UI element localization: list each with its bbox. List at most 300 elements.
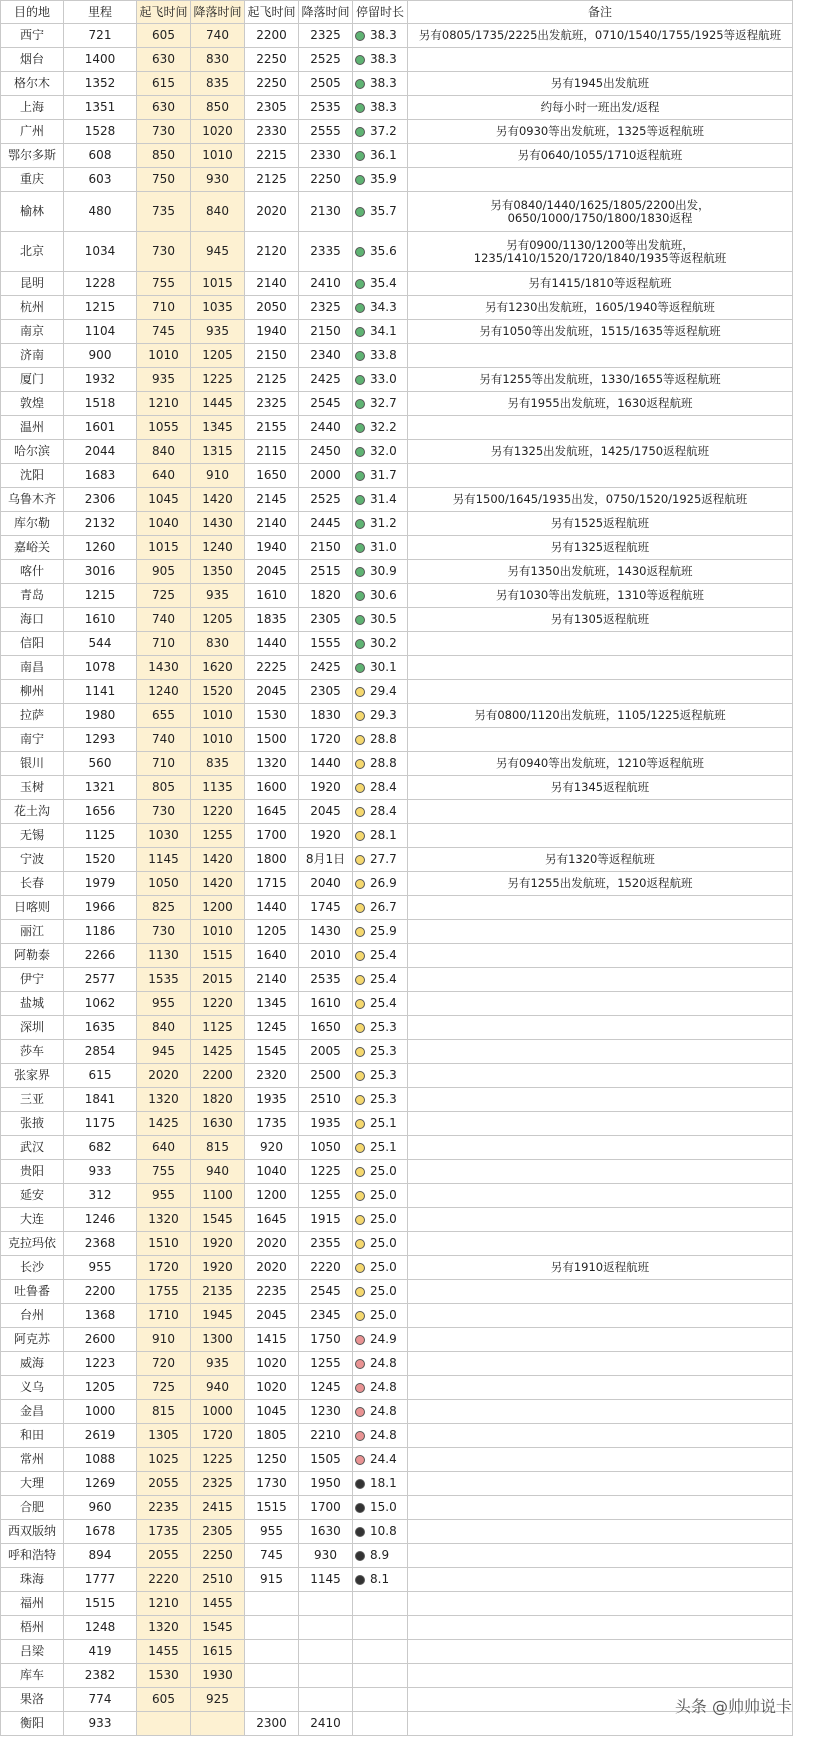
notes-cell: [408, 1184, 793, 1208]
stay-duration-value: 33.0: [370, 372, 397, 386]
outbound-departure-cell: 2055: [137, 1472, 191, 1496]
stay-duration-cell: [353, 368, 408, 392]
outbound-departure-cell: [137, 1712, 191, 1736]
stay-duration-cell: [353, 1208, 408, 1232]
return-arrival-cell: 2535: [299, 968, 353, 992]
destination-cell: 银川: [1, 752, 64, 776]
notes-cell: [408, 944, 793, 968]
destination-cell: 拉萨: [1, 704, 64, 728]
destination-cell: 常州: [1, 1448, 64, 1472]
outbound-departure-cell: 945: [137, 1040, 191, 1064]
status-dot-icon: [355, 1215, 365, 1225]
outbound-arrival-cell: 1620: [191, 656, 245, 680]
table-row: [1, 488, 793, 512]
distance-cell: 1215: [64, 296, 137, 320]
stay-duration-cell: [353, 656, 408, 680]
return-arrival-cell: 1920: [299, 824, 353, 848]
distance-cell: 960: [64, 1496, 137, 1520]
status-dot-icon: [355, 807, 365, 817]
return-departure-cell: 1700: [245, 824, 299, 848]
status-dot-icon: [355, 375, 365, 385]
distance-cell: 1248: [64, 1616, 137, 1640]
return-arrival-cell: 2450: [299, 440, 353, 464]
distance-cell: 2132: [64, 512, 137, 536]
table-row: [1, 632, 793, 656]
distance-cell: 1777: [64, 1568, 137, 1592]
outbound-arrival-cell: 940: [191, 1376, 245, 1400]
status-dot-icon: [355, 711, 365, 721]
outbound-departure-cell: 640: [137, 464, 191, 488]
outbound-departure-cell: 850: [137, 144, 191, 168]
stay-duration-cell: [353, 488, 408, 512]
status-dot-icon: [355, 1239, 365, 1249]
status-dot-icon: [355, 615, 365, 625]
stay-duration-value: 25.1: [370, 1116, 397, 1130]
stay-duration-cell: [353, 800, 408, 824]
outbound-departure-cell: 730: [137, 920, 191, 944]
notes-cell: [408, 1064, 793, 1088]
stay-duration-value: 25.1: [370, 1140, 397, 1154]
outbound-departure-cell: 755: [137, 272, 191, 296]
stay-duration-cell: [353, 416, 408, 440]
return-departure-cell: 1440: [245, 632, 299, 656]
return-departure-cell: 1730: [245, 1472, 299, 1496]
distance-cell: 1141: [64, 680, 137, 704]
distance-cell: 1368: [64, 1304, 137, 1328]
return-departure-cell: 1650: [245, 464, 299, 488]
return-departure-cell: 2050: [245, 296, 299, 320]
return-departure-cell: 1415: [245, 1328, 299, 1352]
distance-cell: 1515: [64, 1592, 137, 1616]
return-arrival-cell: 2325: [299, 296, 353, 320]
table-row: [1, 1160, 793, 1184]
distance-cell: 2854: [64, 1040, 137, 1064]
destination-cell: 鄂尔多斯: [1, 144, 64, 168]
outbound-departure-cell: 1050: [137, 872, 191, 896]
destination-cell: 重庆: [1, 168, 64, 192]
status-dot-icon: [355, 31, 365, 41]
notes-cell: 另有0640/1055/1710返程航班: [408, 144, 793, 168]
return-arrival-cell: 1630: [299, 1520, 353, 1544]
notes-cell: 另有1345返程航班: [408, 776, 793, 800]
table-row: [1, 1016, 793, 1040]
table-row: [1, 1304, 793, 1328]
destination-cell: 福州: [1, 1592, 64, 1616]
return-arrival-cell: 1505: [299, 1448, 353, 1472]
return-arrival-cell: [299, 1688, 353, 1712]
outbound-departure-cell: 1055: [137, 416, 191, 440]
stay-duration-value: 10.8: [370, 1524, 397, 1538]
destination-cell: 库车: [1, 1664, 64, 1688]
return-arrival-cell: 2005: [299, 1040, 353, 1064]
notes-cell: 另有1305返程航班: [408, 608, 793, 632]
table-row: [1, 1424, 793, 1448]
notes-cell: [408, 1208, 793, 1232]
status-dot-icon: [355, 1023, 365, 1033]
stay-duration-value: 33.8: [370, 348, 397, 362]
stay-duration-value: 30.1: [370, 660, 397, 674]
outbound-arrival-cell: 1345: [191, 416, 245, 440]
outbound-arrival-cell: 1020: [191, 120, 245, 144]
stay-duration-cell: [353, 512, 408, 536]
status-dot-icon: [355, 855, 365, 865]
table-row: [1, 680, 793, 704]
return-arrival-cell: 2525: [299, 48, 353, 72]
return-departure-cell: 2020: [245, 1256, 299, 1280]
notes-cell: 另有1350出发航班，1430返程航班: [408, 560, 793, 584]
table-row: [1, 1184, 793, 1208]
distance-cell: 955: [64, 1256, 137, 1280]
status-dot-icon: [355, 1455, 365, 1465]
stay-duration-value: 24.8: [370, 1428, 397, 1442]
stay-duration-cell: [353, 896, 408, 920]
table-row: [1, 800, 793, 824]
outbound-departure-cell: 1240: [137, 680, 191, 704]
notes-cell: [408, 1496, 793, 1520]
outbound-departure-cell: 735: [137, 192, 191, 232]
destination-cell: 南昌: [1, 656, 64, 680]
status-dot-icon: [355, 1047, 365, 1057]
table-row: [1, 1352, 793, 1376]
distance-cell: 480: [64, 192, 137, 232]
status-dot-icon: [355, 1071, 365, 1081]
table-body: [1, 24, 793, 1736]
stay-duration-cell: [353, 1568, 408, 1592]
notes-cell: [408, 1376, 793, 1400]
status-dot-icon: [355, 639, 365, 649]
notes-cell: [408, 968, 793, 992]
outbound-arrival-cell: 1420: [191, 872, 245, 896]
distance-cell: 1966: [64, 896, 137, 920]
stay-duration-value: 25.9: [370, 924, 397, 938]
return-arrival-cell: 2345: [299, 1304, 353, 1328]
status-dot-icon: [355, 1095, 365, 1105]
outbound-departure-cell: 640: [137, 1136, 191, 1160]
status-dot-icon: [355, 207, 365, 217]
return-arrival-cell: 2515: [299, 560, 353, 584]
stay-duration-value: 24.4: [370, 1452, 397, 1466]
status-dot-icon: [355, 1383, 365, 1393]
notes-cell: 另有1230出发航班，1605/1940等返程航班: [408, 296, 793, 320]
stay-duration-value: 35.9: [370, 172, 397, 186]
outbound-arrival-cell: 930: [191, 168, 245, 192]
return-arrival-cell: 2500: [299, 1064, 353, 1088]
destination-cell: 玉树: [1, 776, 64, 800]
stay-duration-cell: [353, 48, 408, 72]
outbound-arrival-cell: 1100: [191, 1184, 245, 1208]
table-row: [1, 848, 793, 872]
distance-cell: 1034: [64, 232, 137, 272]
stay-duration-value: 29.3: [370, 708, 397, 722]
status-dot-icon: [355, 879, 365, 889]
outbound-departure-cell: 825: [137, 896, 191, 920]
status-dot-icon: [355, 303, 365, 313]
header-outbound-departure: 起飞时间: [137, 1, 191, 24]
notes-cell: [408, 1544, 793, 1568]
stay-duration-value: 15.0: [370, 1500, 397, 1514]
stay-duration-cell: [353, 1304, 408, 1328]
destination-cell: 金昌: [1, 1400, 64, 1424]
notes-cell: [408, 168, 793, 192]
stay-duration-value: 24.8: [370, 1380, 397, 1394]
outbound-arrival-cell: 1420: [191, 488, 245, 512]
outbound-arrival-cell: 835: [191, 752, 245, 776]
return-arrival-cell: 1230: [299, 1400, 353, 1424]
return-departure-cell: 1515: [245, 1496, 299, 1520]
table-row: [1, 272, 793, 296]
notes-cell: 另有0840/1440/1625/1805/2200出发，0650/1000/1750/1800/1830返程: [408, 192, 793, 232]
stay-duration-cell: [353, 1400, 408, 1424]
table-row: [1, 344, 793, 368]
stay-duration-value: 24.8: [370, 1404, 397, 1418]
notes-cell: [408, 1664, 793, 1688]
stay-duration-cell: [353, 992, 408, 1016]
return-arrival-cell: 1950: [299, 1472, 353, 1496]
outbound-arrival-cell: 1010: [191, 144, 245, 168]
notes-cell: [408, 1328, 793, 1352]
outbound-arrival-cell: 2135: [191, 1280, 245, 1304]
table-row: [1, 752, 793, 776]
distance-cell: 1635: [64, 1016, 137, 1040]
distance-cell: 419: [64, 1640, 137, 1664]
distance-cell: 1228: [64, 272, 137, 296]
status-dot-icon: [355, 1527, 365, 1537]
outbound-departure-cell: 2055: [137, 1544, 191, 1568]
notes-cell: 另有1955出发航班，1630返程航班: [408, 392, 793, 416]
destination-cell: 贵阳: [1, 1160, 64, 1184]
outbound-arrival-cell: 1445: [191, 392, 245, 416]
outbound-arrival-cell: 840: [191, 192, 245, 232]
destination-cell: 张家界: [1, 1064, 64, 1088]
table-row: [1, 1280, 793, 1304]
stay-duration-value: 37.2: [370, 124, 397, 138]
return-arrival-cell: 2545: [299, 392, 353, 416]
return-arrival-cell: 2325: [299, 24, 353, 48]
outbound-arrival-cell: 2250: [191, 1544, 245, 1568]
stay-duration-value: 38.3: [370, 100, 397, 114]
table-row: [1, 872, 793, 896]
destination-cell: 宁波: [1, 848, 64, 872]
destination-cell: 嘉峪关: [1, 536, 64, 560]
return-departure-cell: 1345: [245, 992, 299, 1016]
stay-duration-value: 25.4: [370, 996, 397, 1010]
return-departure-cell: 1800: [245, 848, 299, 872]
status-dot-icon: [355, 1167, 365, 1177]
return-departure-cell: 2020: [245, 1232, 299, 1256]
outbound-arrival-cell: 1225: [191, 368, 245, 392]
notes-cell: [408, 1472, 793, 1496]
stay-duration-cell: [353, 704, 408, 728]
stay-duration-cell: [353, 1352, 408, 1376]
distance-cell: 1979: [64, 872, 137, 896]
outbound-departure-cell: 840: [137, 1016, 191, 1040]
notes-cell: [408, 416, 793, 440]
return-departure-cell: 1020: [245, 1376, 299, 1400]
return-arrival-cell: 1650: [299, 1016, 353, 1040]
outbound-departure-cell: 1425: [137, 1112, 191, 1136]
return-departure-cell: 2115: [245, 440, 299, 464]
notes-cell: [408, 1592, 793, 1616]
return-arrival-cell: 1555: [299, 632, 353, 656]
destination-cell: 阿勒泰: [1, 944, 64, 968]
outbound-arrival-cell: 1010: [191, 704, 245, 728]
outbound-arrival-cell: 1420: [191, 848, 245, 872]
outbound-arrival-cell: 1205: [191, 344, 245, 368]
table-row: [1, 896, 793, 920]
return-departure-cell: 2140: [245, 512, 299, 536]
stay-duration-value: 8.9: [370, 1548, 390, 1562]
outbound-departure-cell: 955: [137, 992, 191, 1016]
stay-duration-cell: [353, 192, 408, 232]
stay-duration-value: 28.4: [370, 780, 397, 794]
outbound-departure-cell: 1455: [137, 1640, 191, 1664]
distance-cell: 1104: [64, 320, 137, 344]
stay-duration-cell: [353, 752, 408, 776]
return-arrival-cell: 1050: [299, 1136, 353, 1160]
return-arrival-cell: 1720: [299, 728, 353, 752]
stay-duration-value: 8.1: [370, 1572, 390, 1586]
return-arrival-cell: 2410: [299, 1712, 353, 1736]
notes-cell: [408, 800, 793, 824]
outbound-departure-cell: 935: [137, 368, 191, 392]
table-row: [1, 728, 793, 752]
outbound-departure-cell: 730: [137, 232, 191, 272]
stay-duration-cell: [353, 632, 408, 656]
return-arrival-cell: 1920: [299, 776, 353, 800]
stay-duration-cell: [353, 464, 408, 488]
return-arrival-cell: 2410: [299, 272, 353, 296]
stay-duration-value: 31.7: [370, 468, 397, 482]
status-dot-icon: [355, 1551, 365, 1561]
outbound-arrival-cell: 945: [191, 232, 245, 272]
outbound-departure-cell: 1320: [137, 1088, 191, 1112]
destination-cell: 沈阳: [1, 464, 64, 488]
stay-duration-cell: [353, 1160, 408, 1184]
stay-duration-value: 25.0: [370, 1212, 397, 1226]
distance-cell: 2044: [64, 440, 137, 464]
outbound-departure-cell: 615: [137, 72, 191, 96]
return-arrival-cell: 2355: [299, 1232, 353, 1256]
distance-cell: 1321: [64, 776, 137, 800]
stay-duration-value: 25.0: [370, 1236, 397, 1250]
stay-duration-cell: [353, 1064, 408, 1088]
stay-duration-cell: [353, 392, 408, 416]
distance-cell: 1841: [64, 1088, 137, 1112]
table-row: [1, 320, 793, 344]
outbound-arrival-cell: 1220: [191, 992, 245, 1016]
notes-cell: [408, 680, 793, 704]
stay-duration-value: 30.2: [370, 636, 397, 650]
stay-duration-value: 34.3: [370, 300, 397, 314]
outbound-departure-cell: 955: [137, 1184, 191, 1208]
table-row: [1, 1712, 793, 1736]
return-departure-cell: 2045: [245, 1304, 299, 1328]
table-row: [1, 1136, 793, 1160]
table-row: [1, 1496, 793, 1520]
return-departure-cell: 1735: [245, 1112, 299, 1136]
header-distance: 里程: [64, 1, 137, 24]
distance-cell: 1186: [64, 920, 137, 944]
distance-cell: 3016: [64, 560, 137, 584]
outbound-arrival-cell: 1720: [191, 1424, 245, 1448]
destination-cell: 武汉: [1, 1136, 64, 1160]
return-arrival-cell: 2425: [299, 368, 353, 392]
notes-cell: [408, 1016, 793, 1040]
watermark: 头条 @帅帅说卡: [674, 1697, 792, 1716]
table-row: [1, 944, 793, 968]
outbound-arrival-cell: 830: [191, 48, 245, 72]
outbound-arrival-cell: 2200: [191, 1064, 245, 1088]
destination-cell: 敦煌: [1, 392, 64, 416]
distance-cell: 1293: [64, 728, 137, 752]
table-row: [1, 1232, 793, 1256]
table-row: [1, 512, 793, 536]
status-dot-icon: [355, 1407, 365, 1417]
header-stay-duration: 停留时长: [353, 1, 408, 24]
return-departure-cell: 1545: [245, 1040, 299, 1064]
outbound-departure-cell: 1010: [137, 344, 191, 368]
destination-cell: 日喀则: [1, 896, 64, 920]
return-departure-cell: 2215: [245, 144, 299, 168]
status-dot-icon: [355, 519, 365, 529]
table-row: [1, 560, 793, 584]
stay-duration-value: 30.5: [370, 612, 397, 626]
stay-duration-cell: [353, 96, 408, 120]
distance-cell: 894: [64, 1544, 137, 1568]
stay-duration-cell: [353, 296, 408, 320]
destination-cell: 义乌: [1, 1376, 64, 1400]
stay-duration-value: 25.3: [370, 1092, 397, 1106]
stay-duration-value: 38.3: [370, 52, 397, 66]
outbound-departure-cell: 1510: [137, 1232, 191, 1256]
outbound-arrival-cell: 830: [191, 632, 245, 656]
return-arrival-cell: 1255: [299, 1184, 353, 1208]
outbound-arrival-cell: 1515: [191, 944, 245, 968]
return-arrival-cell: 1440: [299, 752, 353, 776]
outbound-arrival-cell: 1225: [191, 1448, 245, 1472]
distance-cell: 1528: [64, 120, 137, 144]
stay-duration-value: 28.1: [370, 828, 397, 842]
stay-duration-value: 28.4: [370, 804, 397, 818]
distance-cell: 1246: [64, 1208, 137, 1232]
distance-cell: 1520: [64, 848, 137, 872]
return-departure-cell: 2250: [245, 48, 299, 72]
return-departure-cell: 1610: [245, 584, 299, 608]
stay-duration-value: 32.2: [370, 420, 397, 434]
table-row: [1, 144, 793, 168]
status-dot-icon: [355, 975, 365, 985]
return-departure-cell: 2250: [245, 72, 299, 96]
destination-cell: 威海: [1, 1352, 64, 1376]
destination-cell: 大连: [1, 1208, 64, 1232]
destination-cell: 吕梁: [1, 1640, 64, 1664]
return-departure-cell: 2325: [245, 392, 299, 416]
stay-duration-value: 32.0: [370, 444, 397, 458]
outbound-departure-cell: 745: [137, 320, 191, 344]
notes-cell: [408, 1304, 793, 1328]
return-arrival-cell: 2545: [299, 1280, 353, 1304]
outbound-departure-cell: 720: [137, 1352, 191, 1376]
stay-duration-cell: [353, 776, 408, 800]
notes-cell: 另有0800/1120出发航班，1105/1225返程航班: [408, 704, 793, 728]
distance-cell: 1518: [64, 392, 137, 416]
stay-duration-value: 25.0: [370, 1164, 397, 1178]
stay-duration-value: 25.3: [370, 1068, 397, 1082]
stay-duration-value: 31.4: [370, 492, 397, 506]
return-departure-cell: 1500: [245, 728, 299, 752]
outbound-arrival-cell: 1300: [191, 1328, 245, 1352]
distance-cell: 615: [64, 1064, 137, 1088]
